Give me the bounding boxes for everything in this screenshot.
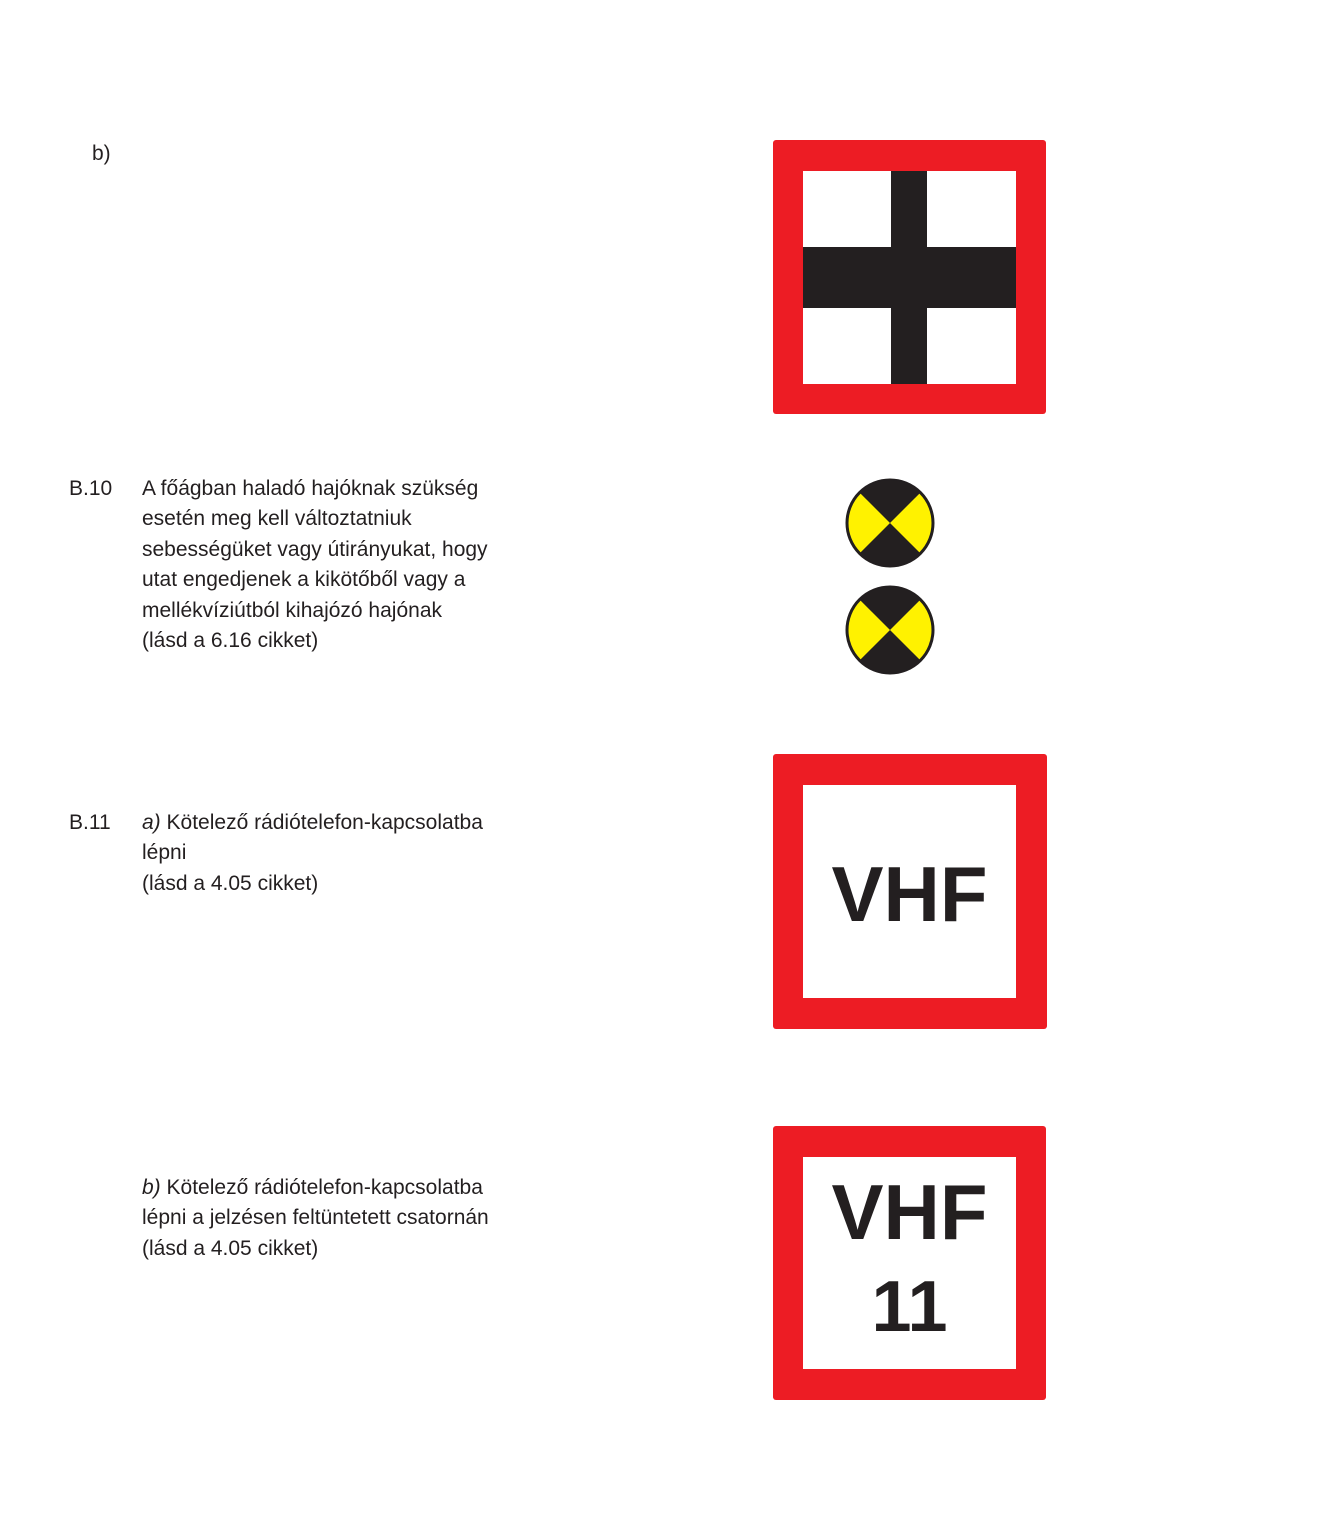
item-code-b11: B.11 [69, 811, 111, 834]
b10-line-2: esetén meg kell változtatniuk [142, 507, 412, 531]
b11a-line-2: lépni [142, 841, 187, 865]
vhf-sign [773, 754, 1047, 1029]
vhf-sign-text: VHF [831, 850, 988, 938]
b11a-label: a) [142, 811, 161, 834]
b11a-text-1: Kötelező rádiótelefon-kapcsolatba [160, 811, 483, 834]
b10-reference: (lásd a 6.16 cikket) [142, 629, 319, 653]
yellow-black-disc-icon-top [845, 478, 935, 568]
item-description-b11a [142, 808, 572, 899]
b10-line-1: A főágban haladó hajóknak szükség [142, 477, 479, 500]
cross-sign-face [803, 171, 1016, 384]
vhf-channel-sign [773, 1126, 1046, 1400]
vhf-channel-sign-face [803, 1157, 1016, 1369]
b11a-reference: (lásd a 4.05 cikket) [142, 871, 319, 895]
b11b-line-2: lépni a jelzésen feltüntetett csatornán [142, 1206, 489, 1230]
yellow-black-disc-icon-bottom [845, 585, 935, 675]
cross-icon-horizontal-bar [803, 247, 1016, 308]
b10-line-4: utat engedjenek a kikötőből vagy a [142, 568, 466, 592]
b11b-label: b) [142, 1176, 161, 1199]
b10-line-3: sebességüket vagy útirányukat, hogy [142, 537, 488, 561]
item-description-b11b [142, 1173, 582, 1264]
b11b-line-1 [142, 1173, 582, 1203]
b10-line-5: mellékvíziútból kihajózó hajónak [142, 598, 442, 622]
vhf-channel-number: 11 [871, 1267, 948, 1347]
item-code-b10: B.10 [69, 477, 113, 500]
b11b-reference: (lásd a 4.05 cikket) [142, 1236, 319, 1260]
item-description-b10 [142, 474, 564, 656]
vhf-sign-face [803, 785, 1016, 998]
cross-sign [773, 140, 1046, 414]
item-label-b: b) [92, 142, 111, 165]
vhf-channel-sign-text: VHF [831, 1168, 988, 1256]
yellow-disc-signs [845, 478, 935, 676]
b11b-text-1: Kötelező rádiótelefon-kapcsolatba [160, 1176, 483, 1199]
b11a-line-1 [142, 808, 572, 838]
